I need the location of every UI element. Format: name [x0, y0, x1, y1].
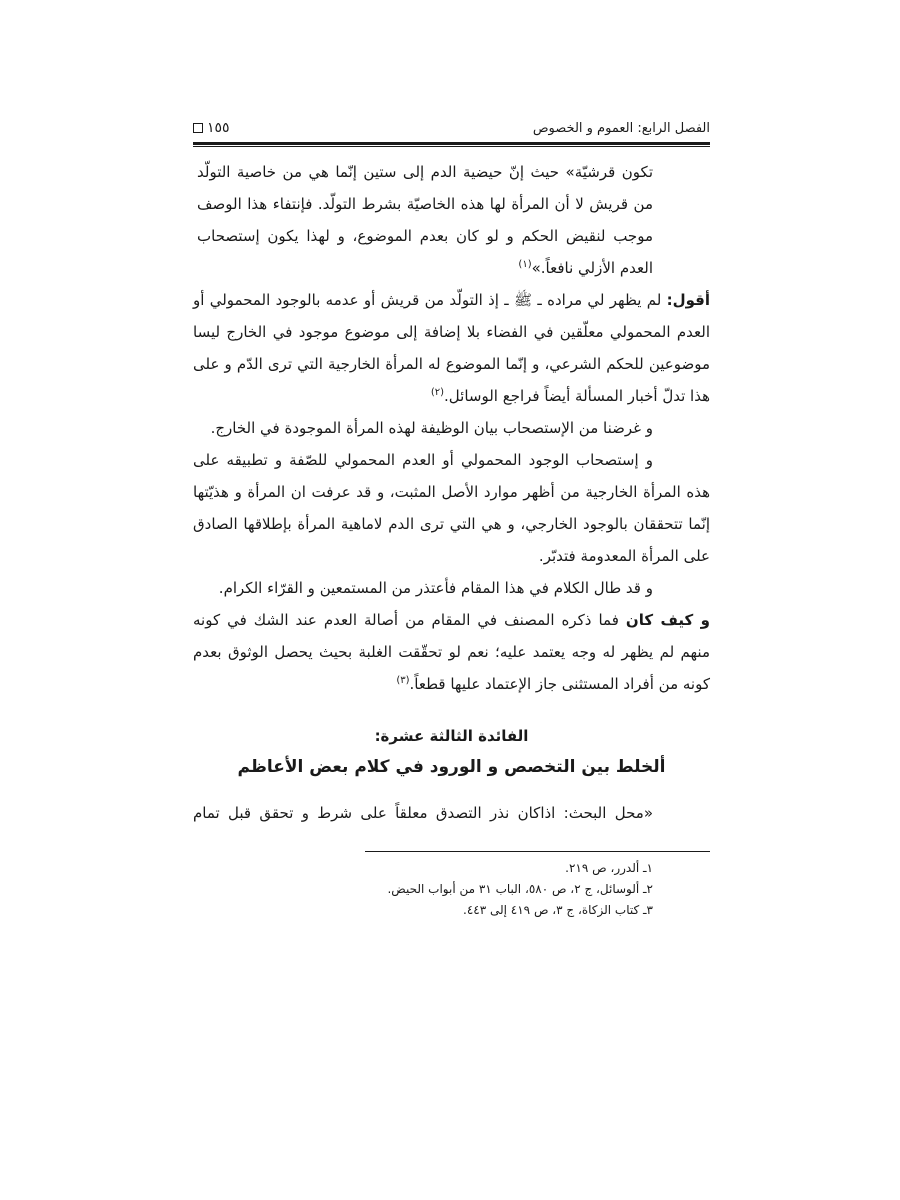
continuation-line: «محل البحث: اذاكان نذر التصدق معلقاً على شرط و تحقق قبل تمام [193, 804, 653, 822]
quote-text: تكون قرشيّة» حيث إنّ حيضية الدم إلى ستين إنّما هي من خاصية التولّد من قريش لا أن المرأة لها هذه الخاصيّة بشرط التولّد. فإنتفاء هذا الوصف موجب لنقيض الحكم و لو كان بعدم الموضوع، و لهذا يكون إستصحاب العدم الأزلي نافعاً.» [197, 163, 653, 277]
paragraph-3: و إستصحاب الوجود المحمولي أو العدم المحمولي للصّفة و تطبيقه على هذه المرأة الخارجية من أظهر موارد الأصل المثبت، و قد عرفت ان المرأة و هذيّتها إنّما تتحققان بالوجود الخارجي، و هي التي ترى الدم لاماهية المرأة بإطلاقها الصادق على المرأة المعدومة فتدبّر. [193, 451, 710, 565]
footnote-1: ١ـ ألدرر، ص ٢١٩. [565, 861, 653, 875]
footnote-ref-1: (١) [518, 259, 532, 270]
header-rule [193, 142, 710, 147]
paragraph-4: و قد طال الكلام في هذا المقام فأعتذر من المستمعين و القرّاء الكرام. [218, 579, 653, 597]
running-header [193, 117, 710, 139]
footnotes [193, 858, 710, 921]
footnote-rule [365, 851, 710, 852]
square-box-icon [193, 123, 203, 133]
section-heading-block [193, 722, 710, 784]
paragraph-1-text: لم يظهر لي مراده ـ ﷺ ـ إذ التولّد من قريش أو عدمه بالوجود المحمولي أو العدم المحمولي معلّقين في الفضاء بلا إضافة إلى موضوع موجود في الخارج ليسا موضوعين للحكم الشرعي، و إنّما الموضوع له المرأة الخارجية التي ترى الدّم و على هذا تدلّ أخبار المسألة أيضاً فراجع الوسائل. [193, 291, 710, 405]
footnote-ref-2: (٢) [430, 387, 445, 398]
footnote-ref-3: (٣) [396, 675, 410, 686]
quote-paragraph [193, 156, 710, 284]
footnote-3: ٣ـ كتاب الزكاة، ج ٣، ص ٤١٩ إلى ٤٤٣. [462, 903, 653, 917]
chapter-title: الفصل الرابع: العموم و الخصوص [532, 120, 710, 136]
page-number-group [193, 120, 230, 136]
paragraph-1-lead: أقول: [666, 291, 710, 309]
footnote-2: ٢ـ ألوسائل، ج ٢، ص ٥٨٠، الباب ٣١ من أبواب الحيض. [387, 882, 653, 896]
paragraph-1 [193, 284, 710, 412]
paragraph-5-lead: و كيف كان [625, 611, 711, 629]
main-text [193, 156, 710, 700]
paragraph-5-text: فما ذكره المصنف في المقام من أصالة العدم عند الشك في كونه منهم لم يظهر له وجه يعتمد عليه؛ نعم لو تحقّقت الغلبة بحيث يحصل الوثوق بعدم كونه من أفراد المستثنى جاز الإعتماد عليها قطعاً. [193, 611, 710, 693]
paragraph-5 [193, 604, 710, 700]
page-number: ١٥٥ [207, 120, 230, 136]
section-heading: الفائدة الثالثة عشرة: [374, 727, 529, 745]
section-subheading: ألخلط بين التخصص و الورود في كلام بعض الأعاظم [237, 757, 666, 777]
paragraph-2: و غرضنا من الإستصحاب بيان الوظيفة لهذه المرأة الموجودة في الخارج. [210, 419, 653, 437]
